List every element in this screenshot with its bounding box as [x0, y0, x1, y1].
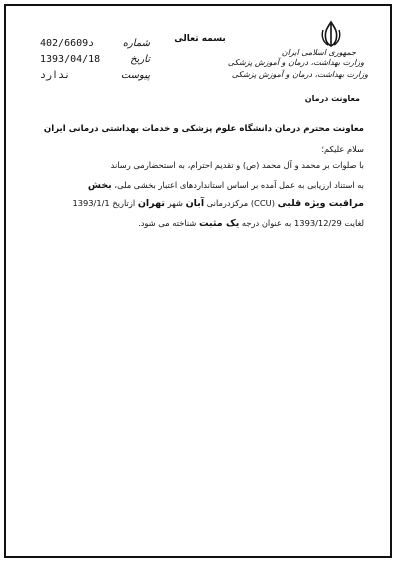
bismillah-heading: بسمه تعالی — [174, 34, 226, 44]
number-label: شماره — [122, 38, 150, 49]
ward-text-1: بخش — [87, 180, 112, 191]
attachment-label: پیوست — [120, 70, 150, 81]
attachment-value: ندارد — [40, 70, 71, 81]
letter-body-line — [34, 218, 364, 229]
ministry-name-line: وزارت بهداشت، درمان و آموزش پزشکی — [227, 58, 364, 67]
city-prefix: شهر — [167, 198, 183, 208]
country-name-line: جمهوری اسلامی ایران — [281, 48, 356, 57]
letter-date-row — [40, 54, 150, 65]
closing-text: شناخته می شود. — [138, 218, 197, 228]
center-name: آبان — [185, 198, 205, 209]
letter-body-line — [34, 180, 364, 191]
center-prefix: مرکزدرمانی — [206, 198, 249, 208]
assessment-text: به استناد ارزیابی به عمل آمده بر اساس استانداردهای اعتبار بخشی ملی، — [114, 180, 364, 190]
from-date-prefix: ازتاریخ — [112, 198, 136, 208]
from-date: 1393/1/1 — [72, 198, 110, 208]
letter-number-row — [40, 38, 150, 49]
deputy-title: معاونت درمان — [304, 94, 360, 103]
letter-addressee: معاونت محترم درمان دانشگاه علوم پزشکی و خدمات بهداشتی درمانی ایران — [43, 124, 364, 134]
ccu-text: (CCU) — [250, 198, 275, 208]
ministry-name-line-2: وزارت بهداشت، درمان و آموزش پزشکی — [231, 70, 368, 79]
city-name: تهران — [137, 198, 165, 209]
until-prefix: لغایت — [344, 218, 364, 228]
ward-text-2: مراقبت ویژه قلبی — [277, 198, 364, 209]
document-frame — [4, 4, 392, 558]
letter-greeting: سلام علیکم؛ — [321, 144, 364, 154]
iran-emblem-icon — [318, 20, 344, 48]
date-label: تاریخ — [130, 54, 150, 65]
letter-body-line — [34, 198, 364, 209]
attachment-row — [40, 70, 150, 81]
letter-salutation: با صلوات بر محمد و آل محمد (ص) و تقدیم احترام، به استحضارمی رساند — [110, 160, 364, 170]
degree-value: یک مثبت — [198, 218, 240, 229]
degree-prefix: به عنوان درجه — [241, 218, 292, 228]
until-date: 1393/12/29 — [294, 218, 342, 228]
date-value: 1393/04/18 — [40, 54, 101, 65]
number-value: 402/6609د — [40, 38, 95, 49]
